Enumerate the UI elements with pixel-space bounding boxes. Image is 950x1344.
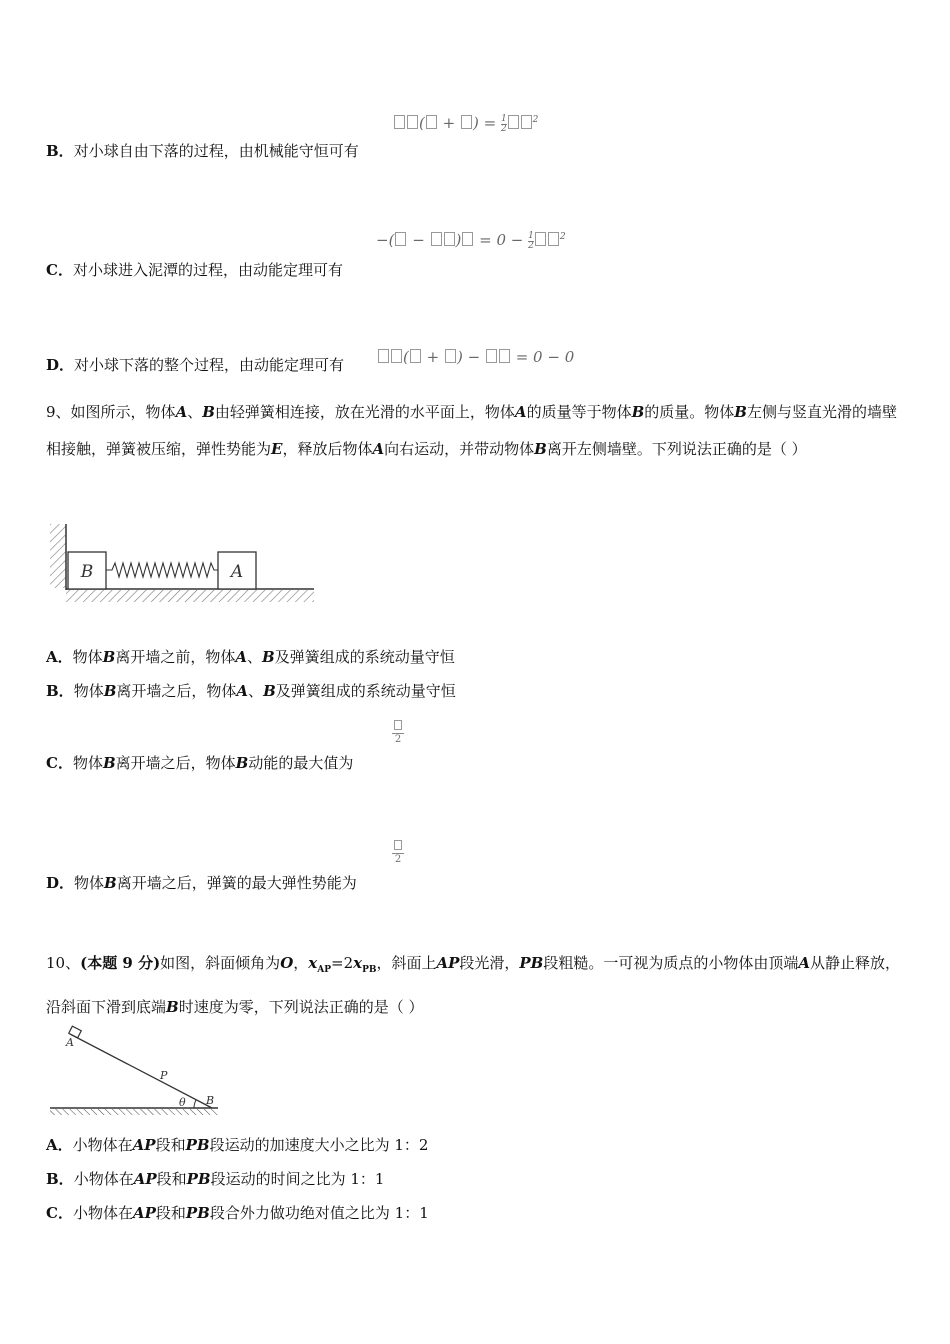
spring bbox=[106, 563, 218, 577]
option-c-prev: C．对小球进入泥潭的过程，由动能定理可有 bbox=[46, 261, 343, 279]
option-b-prev: B．对小球自由下落的过程，由机械能守恒可有 bbox=[46, 142, 359, 160]
q10-figure bbox=[46, 1022, 226, 1122]
q9-option-b[interactable]: B．物体B离开墙之后，物体A、B及弹簧组成的系统动量守恒 bbox=[46, 682, 456, 700]
incline-line bbox=[70, 1034, 215, 1108]
formula-c: −( − ) = 0 − $\frac{1}{2}$ $^2$ bbox=[376, 230, 566, 251]
q10-option-a[interactable]: A．小物体在AP段和PB段运动的加速度大小之比为 1：2 bbox=[46, 1136, 429, 1154]
q9-stem: 9、如图所示，物体A、B由轻弹簧相连接，放在光滑的水平面上，物体A的质量等于物体B的质量。物体B左侧与竖直光滑的墙壁相接触，弹簧被压缩，弹性势能为E，释放后物体A向右运动，并带动物体B离开左侧墙壁。下列说法正确的是（ ） bbox=[46, 403, 897, 458]
q9-option-c[interactable]: C．物体B离开墙之后，物体B动能的最大值为 bbox=[46, 754, 354, 772]
block-b-label: B bbox=[80, 562, 94, 582]
label-b: B bbox=[206, 1094, 215, 1107]
option-d-prev: D．对小球下落的整个过程，由动能定理可有 bbox=[46, 356, 345, 374]
q9-option-a[interactable]: A．物体B离开墙之前，物体A、B及弹簧组成的系统动量守恒 bbox=[46, 648, 455, 666]
q9-figure bbox=[46, 520, 318, 606]
q9-option-d-fraction: 2 bbox=[392, 840, 404, 865]
formula-d: ( + ) − = 0 − 0 bbox=[377, 348, 574, 366]
formula-b: ( + ) = $\frac{1}{2}$ $^2$ bbox=[393, 114, 538, 134]
q9-option-c-fraction: 2 bbox=[392, 720, 404, 745]
block-a-label: A bbox=[230, 562, 244, 582]
q10-stem: 10、(本题 9 分)如图，斜面倾角为O，$x_{AP}=2x_{PB}$，斜面上AP段光滑，PB段粗糙。一可视为质点的小物体由顶端A从静止释放，沿斜面下滑到底端B时速度为零，下列说法正确的是（ ） bbox=[46, 954, 901, 1016]
q10-option-c[interactable]: C．小物体在AP段和PB段合外力做功绝对值之比为 1：1 bbox=[46, 1204, 429, 1222]
label-a: A bbox=[66, 1036, 74, 1049]
label-theta: θ bbox=[179, 1096, 186, 1109]
q9-option-d[interactable]: D．物体B离开墙之后，弹簧的最大弹性势能为 bbox=[46, 874, 357, 892]
q10-option-b[interactable]: B．小物体在AP段和PB段运动的时间之比为 1：1 bbox=[46, 1170, 385, 1188]
label-p: P bbox=[160, 1069, 168, 1082]
angle-arc bbox=[194, 1100, 196, 1108]
